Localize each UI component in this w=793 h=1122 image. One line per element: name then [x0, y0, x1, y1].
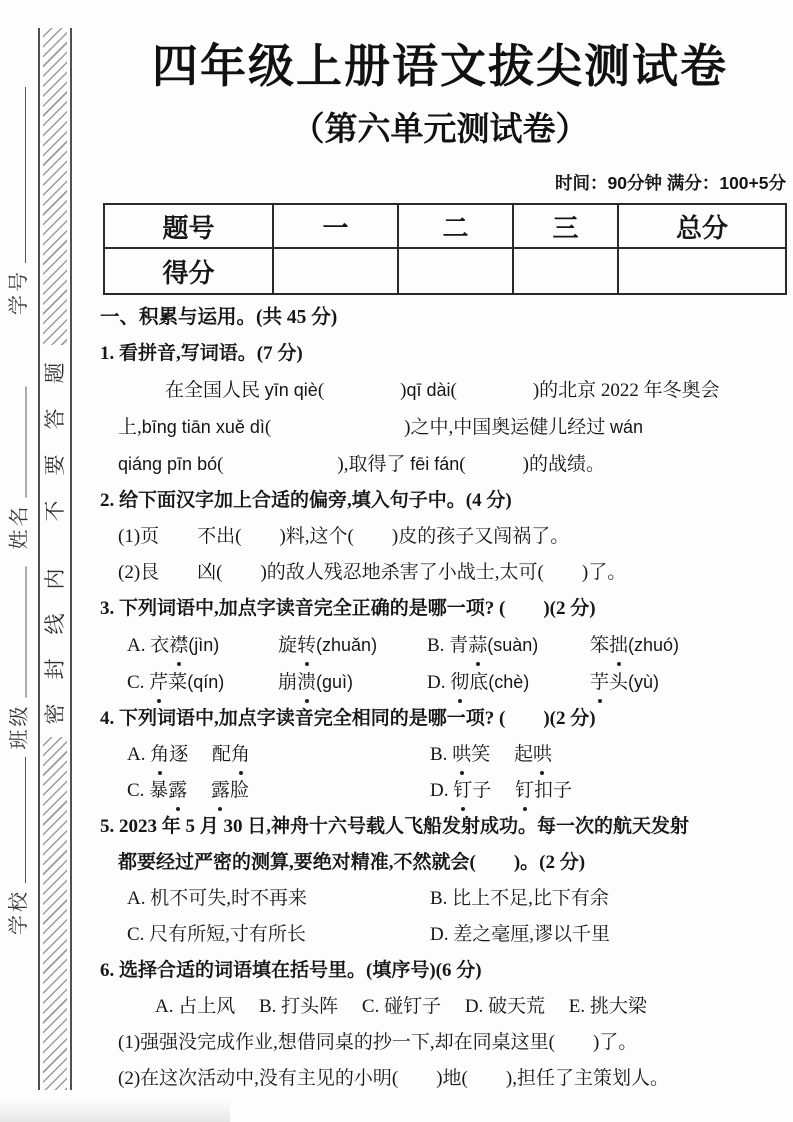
seal-line-band	[38, 28, 72, 1090]
field-blank-line	[25, 87, 26, 263]
field-blank-line	[26, 567, 27, 698]
seal-text-char: 密	[43, 703, 67, 725]
text-line: 1. 看拼音,写词语。(7 分)	[100, 343, 303, 364]
score-cell	[398, 248, 513, 294]
text-line: (1)强强没完成作业,想借同桌的抄一下,却在同桌这里( )了。	[118, 1032, 638, 1053]
score-table	[103, 203, 787, 295]
text-line: 5. 2023 年 5 月 30 日,神舟十六号载人飞船发射成功。每一次的航天发射	[100, 816, 690, 837]
text-line: C. 暴露 露脸 D. 钉子 钉扣子	[90, 773, 793, 809]
seal-text-char: 封	[43, 658, 67, 680]
hatch-pattern-bottom	[43, 737, 67, 1090]
seal-text-char: 内	[43, 568, 67, 590]
score-row-label: 得分	[104, 248, 273, 294]
text-line: (2)在这次活动中,没有主见的小明( )地( ),担任了主策划人。	[118, 1068, 669, 1089]
field-blank-line	[25, 757, 26, 883]
field-label: 姓名	[8, 503, 31, 550]
text-line: 在全国人民 yīn qiè( )qī dài( )的北京 2022 年冬奥会	[165, 380, 720, 401]
text-line: C. 芹菜(qín) 崩溃(guì) D. 彻底(chè) 芋头(yù)	[90, 664, 793, 701]
score-table-header-cell: 三	[513, 204, 618, 248]
question-lines	[90, 300, 793, 1097]
text-line: A. 占上风 B. 打头阵 C. 碰钉子 D. 破天荒 E. 挑大梁	[155, 996, 647, 1017]
text-line: (1)页 不出( )料,这个( )皮的孩子又闯祸了。	[118, 526, 570, 547]
text-line: 6. 选择合适的词语填在括号里。(填序号)(6 分)	[100, 960, 482, 981]
text-line: (2)艮 凶( )的敌人残忍地杀害了小战士,太可( )了。	[118, 562, 627, 583]
score-table-header-cell: 题号	[104, 204, 273, 248]
paper-content	[90, 0, 790, 1122]
score-table-header-cell: 一	[273, 204, 398, 248]
field-label: 班级	[8, 703, 31, 750]
text-line: qiáng pīn bó( ),取得了 fēi fán( )的战绩。	[118, 454, 605, 475]
seal-text-char: 答	[43, 408, 67, 430]
score-cell	[618, 248, 786, 294]
text-line: A. 机不可失,时不再来 B. 比上不足,比下有余	[127, 888, 609, 909]
field-blank-line	[26, 387, 27, 498]
seal-text-char: 不	[43, 500, 67, 522]
paper-subtitle: （第六单元测试卷）	[291, 110, 589, 147]
sidebar-field-school	[5, 755, 31, 935]
seal-text-char: 线	[43, 613, 67, 635]
text-line: 3. 下列词语中,加点字读音完全正确的是哪一项? ( )(2 分)	[100, 598, 596, 619]
sidebar-field-class	[6, 565, 32, 750]
text-line: 上,bīng tiān xuě dì( )之中,中国奥运健儿经过 wán	[118, 417, 644, 438]
sidebar-field-student-name	[6, 385, 32, 550]
field-label: 学号	[8, 269, 30, 315]
page-edge-shading	[0, 1100, 230, 1122]
text-line: C. 尺有所短,寸有所长 D. 差之毫厘,谬以千里	[127, 924, 610, 945]
text-line: 4. 下列词语中,加点字读音完全相同的是哪一项? ( )(2 分)	[100, 708, 596, 729]
score-cell	[513, 248, 618, 294]
text-line: 一、积累与运用。(共 45 分)	[100, 307, 338, 328]
score-table-header-cell: 总分	[618, 204, 786, 248]
score-cell	[273, 248, 398, 294]
text-line: 2. 给下面汉字加上合适的偏旁,填入句子中。(4 分)	[100, 490, 512, 511]
seal-text-char: 题	[43, 362, 67, 384]
seal-text-char: 要	[43, 454, 67, 476]
text-line: 都要经过严密的测算,要绝对精准,不然就会( )。(2 分)	[118, 852, 586, 873]
field-label: 学校	[8, 889, 30, 935]
exam-meta: 时间：90分钟 满分：100+5分	[555, 173, 786, 193]
sidebar-field-student-number	[5, 85, 31, 315]
hatch-pattern-top	[43, 28, 67, 345]
text-line: A. 角逐 配角 B. 哄笑 起哄	[90, 737, 793, 773]
score-table-header-cell: 二	[398, 204, 513, 248]
text-line: A. 衣襟(jìn) 旋转(zhuǎn) B. 青蒜(suàn) 笨拙(zhuó)	[90, 627, 793, 664]
paper-title: 四年级上册语文拔尖测试卷	[152, 40, 728, 92]
